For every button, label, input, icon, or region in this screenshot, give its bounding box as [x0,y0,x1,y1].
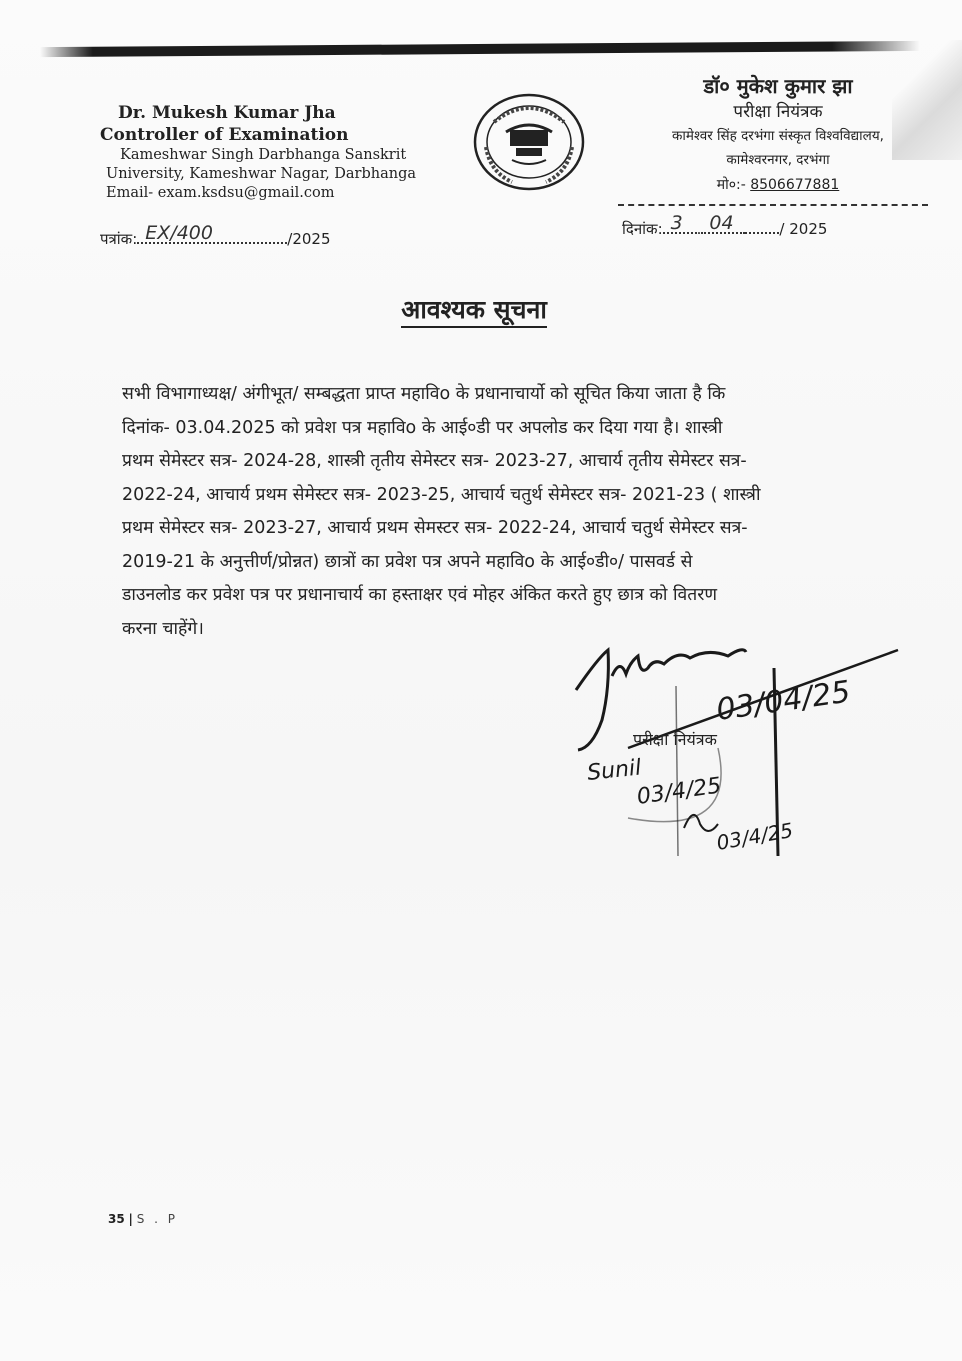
body-line: करना चाहेंगे। [122,618,204,639]
reference-handwritten: EX/400 [145,222,213,244]
reference-number [100,222,331,249]
officer-designation-en: Controller of Examination [100,125,349,145]
signature-date: 03/04/25 [714,674,853,728]
date-field: दिनांक: 3 . 04 / 2025 [622,212,828,238]
body-line: प्रथम सेमेस्टर सत्र- 2023-27, आचार्य प्रथम सेमस्टर सत्र- 2022-24, आचार्य चतुर्थ सेमेस्टर सत्र- [122,518,748,538]
footer-section: S . P [136,1212,179,1226]
page-number: 35 [108,1212,125,1226]
footer-separator: | [128,1212,133,1226]
address-line-1-hi: कामेश्वर सिंह दरभंगा संस्कृत विश्वविद्यालय, [672,128,884,144]
notice-title-text: आवश्यक सूचना [401,295,547,328]
address-line-2-hi: कामेश्वरनगर, दरभंगा [726,152,830,168]
reference-dots [137,222,287,244]
date-label: दिनांक: [622,220,663,238]
initials-name: Sunil [586,755,643,786]
page-footer [108,1212,178,1226]
body-line: 2019-21 के अनुत्तीर्ण/प्रोन्नत) छात्रों का प्रवेश पत्र अपने महाविo के आई०डी०/ पासवर्ड से [122,551,693,572]
initials-date: 03/4/25 [635,773,723,810]
phone-number: 8506677881 [750,177,840,193]
date-year: / 2025 [779,220,828,238]
letterhead-hindi [628,72,928,198]
body-line: डाउनलोड कर प्रवेश पत्र पर प्रधानाचार्य का हस्ताक्षर एवं मोहर अंकित करते हुए छात्र को वितरण [122,585,718,605]
notice-body [122,378,878,646]
header-divider [618,204,928,206]
date-day-dots [663,212,697,234]
email-line: Email- exam.ksdsu@gmail.com [106,185,335,201]
university-seal-icon [472,92,586,192]
handwritten-signature [568,628,908,868]
second-initials-date: 03/4/25 [714,817,795,855]
officer-name-hi: डॉ० मुकेश कुमार झा [703,74,853,98]
reference-label: पत्रांक: [100,230,138,248]
date-month-dots [701,212,745,234]
body-line: 2022-24, आचार्य प्रथम सेमेस्टर सत्र- 2023-25, आचार्य चतुर्थ सेमेस्टर सत्र- 2021-23 ( शास्त्री [122,484,761,505]
address-line-1-en: Kameshwar Singh Darbhanga Sanskrit [120,147,407,163]
address-line-2-en: University, Kameshwar Nagar, Darbhanga [106,166,417,182]
officer-designation-hi: परीक्षा नियंत्रक [733,102,823,122]
body-line: सभी विभागाध्यक्ष/ अंगीभूत/ सम्बद्धता प्राप्त महाविo के प्रधानाचार्यो को सूचित किया जाता है कि [122,384,726,404]
phone-label: मो०:- [716,177,746,193]
signatory-caption: परीक्षा नियंत्रक [633,730,717,749]
phone-line [628,172,928,198]
date-trailing-dots [745,218,779,234]
body-line: दिनांक- 03.04.2025 को प्रवेश पत्र महाविo के आई०डी पर अपलोड कर दिया गया है। शास्त्री [122,417,723,438]
reference-year: /2025 [287,230,331,248]
notice-title [0,292,962,326]
body-line: प्रथम सेमेस्टर सत्र- 2024-28, शास्त्री तृतीय सेमेस्टर सत्र- 2023-27, आचार्य तृतीय सेमेस्टर सत्र- [122,451,747,471]
letterhead-english [100,102,430,203]
date-day-handwritten: 3 [670,212,683,234]
date-month-handwritten: 04 [709,212,734,234]
officer-name-en: Dr. Mukesh Kumar Jha [118,103,336,123]
